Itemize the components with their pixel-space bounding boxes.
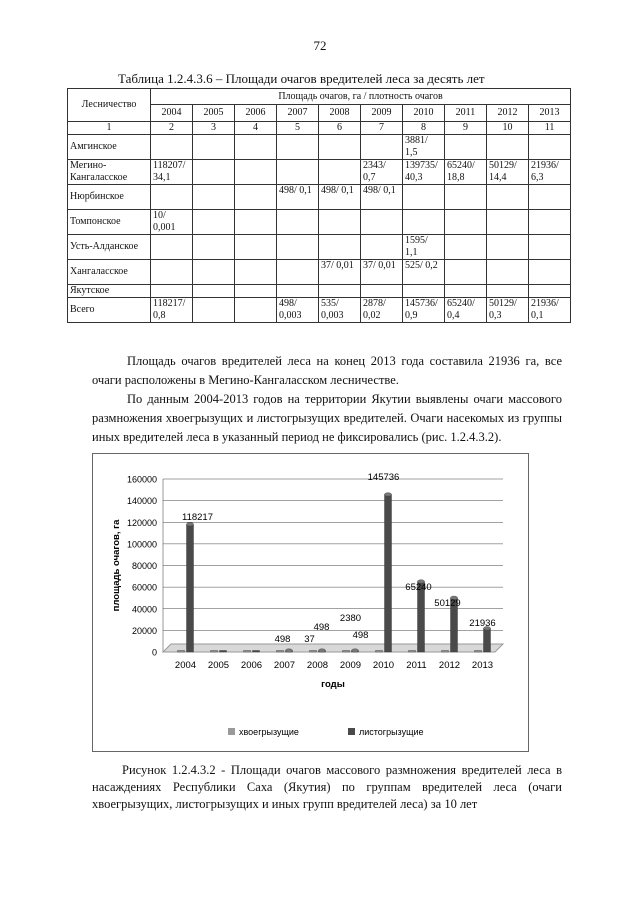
y-tick-label: 120000 xyxy=(126,517,157,528)
table-cell: 498/ 0,1 xyxy=(319,185,361,210)
data-label: 498 xyxy=(274,634,291,645)
table-cell: 21936/ 6,3 xyxy=(529,160,571,185)
table-cell xyxy=(445,235,487,260)
table-cell: 498/ 0,1 xyxy=(361,185,403,210)
table-cell xyxy=(529,210,571,235)
bar-top xyxy=(352,649,359,653)
table-cell xyxy=(529,185,571,210)
row-lesnichestvo: Нюрбинское xyxy=(68,185,151,210)
table-cell xyxy=(361,210,403,235)
table-cell: 535/ 0,003 xyxy=(319,298,361,323)
table-cell xyxy=(319,285,361,298)
table-cell: 37/ 0,01 xyxy=(361,260,403,285)
header-lesnichestvo: Лесничество xyxy=(68,89,151,122)
table-cell xyxy=(445,185,487,210)
table-cell: 65240/ 18,8 xyxy=(445,160,487,185)
table-cell xyxy=(487,285,529,298)
table-cell xyxy=(487,235,529,260)
table-cell xyxy=(151,260,193,285)
table-cell xyxy=(529,285,571,298)
table-cell xyxy=(445,260,487,285)
header-year: 2007 xyxy=(277,105,319,122)
table-cell: 50129/ 0,3 xyxy=(487,298,529,323)
table-cell xyxy=(403,185,445,210)
x-tick-label: 2008 xyxy=(306,660,329,671)
bar-khvoegryz xyxy=(442,651,449,653)
table-row xyxy=(68,135,571,160)
table-cell xyxy=(445,135,487,160)
y-tick-label: 100000 xyxy=(126,539,157,550)
x-tick-label: 2013 xyxy=(471,660,494,671)
column-number: 2 xyxy=(151,122,193,135)
table-cell xyxy=(193,235,235,260)
table-cell xyxy=(487,185,529,210)
x-tick-label: 2005 xyxy=(207,660,230,671)
data-label: 498 xyxy=(352,630,369,641)
table-row xyxy=(68,160,571,185)
x-tick-label: 2010 xyxy=(372,660,395,671)
x-tick-label: 2004 xyxy=(174,660,197,671)
row-lesnichestvo: Всего xyxy=(68,298,151,323)
table-cell: 3881/ 1,5 xyxy=(403,135,445,160)
bar-top xyxy=(385,493,392,497)
table-cell xyxy=(235,260,277,285)
table-cell xyxy=(151,185,193,210)
bar-khvoegryz xyxy=(211,651,218,653)
table-row xyxy=(68,285,571,298)
table-cell xyxy=(319,160,361,185)
table-cell xyxy=(319,135,361,160)
table-cell xyxy=(487,210,529,235)
table-cell xyxy=(529,260,571,285)
row-lesnichestvo: Мегино-Кангаласское xyxy=(68,160,151,185)
page-number: 72 xyxy=(313,38,327,53)
legend-label: листогрызущие xyxy=(359,727,424,737)
column-number: 9 xyxy=(445,122,487,135)
row-lesnichestvo: Якутское xyxy=(68,285,151,298)
bar-listogryz xyxy=(253,651,260,653)
table-cell xyxy=(193,185,235,210)
table-cell: 139735/ 40,3 xyxy=(403,160,445,185)
table-cell xyxy=(403,285,445,298)
y-tick-label: 160000 xyxy=(126,474,157,485)
data-label: 37 xyxy=(304,634,315,645)
legend-swatch xyxy=(228,728,235,735)
column-number: 4 xyxy=(235,122,277,135)
table-cell xyxy=(193,260,235,285)
column-number: 8 xyxy=(403,122,445,135)
header-year: 2011 xyxy=(445,105,487,122)
header-year: 2004 xyxy=(151,105,193,122)
header-year: 2013 xyxy=(529,105,571,122)
table-cell xyxy=(235,285,277,298)
data-label: 118217 xyxy=(182,512,213,523)
header-year: 2005 xyxy=(193,105,235,122)
table-cell xyxy=(235,185,277,210)
row-lesnichestvo: Амгинское xyxy=(68,135,151,160)
y-tick-label: 40000 xyxy=(131,604,157,615)
column-number: 5 xyxy=(277,122,319,135)
table-cell xyxy=(361,235,403,260)
row-lesnichestvo: Хангаласское xyxy=(68,260,151,285)
header-year: 2008 xyxy=(319,105,361,122)
bar-khvoegryz xyxy=(343,651,350,653)
table-row xyxy=(68,210,571,235)
table-cell: 1595/ 1,1 xyxy=(403,235,445,260)
column-number: 6 xyxy=(319,122,361,135)
table-cell xyxy=(151,235,193,260)
bar-listogryz xyxy=(187,524,194,652)
table-cell xyxy=(277,260,319,285)
data-label: 50129 xyxy=(434,598,461,609)
bar-khvoegryz xyxy=(244,651,251,653)
data-label: 65240 xyxy=(405,582,432,593)
x-axis-title: годы xyxy=(321,679,345,690)
table-cell: 50129/ 14,4 xyxy=(487,160,529,185)
table-cell xyxy=(529,235,571,260)
y-tick-label: 140000 xyxy=(126,496,157,507)
table-cell: 10/ 0,001 xyxy=(151,210,193,235)
column-number: 7 xyxy=(361,122,403,135)
y-axis-title: площадь очагов, га xyxy=(111,519,122,612)
bar-khvoegryz xyxy=(178,651,185,653)
table-cell: 118207/ 34,1 xyxy=(151,160,193,185)
header-year: 2006 xyxy=(235,105,277,122)
bar-khvoegryz xyxy=(277,651,284,653)
table-cell xyxy=(235,135,277,160)
data-label: 21936 xyxy=(469,618,496,629)
chart-frame xyxy=(92,453,529,752)
column-number: 1 xyxy=(68,122,151,135)
legend-swatch xyxy=(348,728,355,735)
table-cell: 498/ 0,003 xyxy=(277,298,319,323)
table-cell xyxy=(277,135,319,160)
table-cell xyxy=(403,210,445,235)
table-cell xyxy=(193,135,235,160)
paragraph-pests: По данным 2004-2013 годов на территории Якутии выявлены очаги массового размножения хвоегрызущих и листогрызущих вредителей. Очаги насекомых из группы иных вредителей леса в указанный период не фиксировались (рис. 1.2.4.3.2). xyxy=(92,392,562,444)
table-cell: 525/ 0,2 xyxy=(403,260,445,285)
bar-listogryz xyxy=(385,494,392,652)
table-cell: 118217/ 0,8 xyxy=(151,298,193,323)
column-number: 3 xyxy=(193,122,235,135)
table-cell xyxy=(487,135,529,160)
table-cell xyxy=(277,235,319,260)
table-cell: 65240/ 0,4 xyxy=(445,298,487,323)
bar-top xyxy=(319,649,326,653)
y-tick-label: 60000 xyxy=(131,582,157,593)
legend-label: хвоегрызущие xyxy=(239,727,299,737)
table-cell: 498/ 0,1 xyxy=(277,185,319,210)
table-cell xyxy=(193,160,235,185)
table-cell xyxy=(235,298,277,323)
pests-table xyxy=(67,88,571,323)
bar-khvoegryz xyxy=(376,651,383,653)
bar-khvoegryz xyxy=(475,651,482,653)
table-cell xyxy=(487,260,529,285)
y-tick-label: 80000 xyxy=(131,561,157,571)
bar-khvoegryz xyxy=(310,651,317,653)
table-cell xyxy=(361,285,403,298)
bar-khvoegryz xyxy=(409,651,416,653)
data-label: 145736 xyxy=(367,472,400,483)
table-cell: 37/ 0,01 xyxy=(319,260,361,285)
paragraph-summary: Площадь очагов вредителей леса на конец 2013 года составила 21936 га, все очаги расположены в Мегино-Кангаласском лесничестве. xyxy=(92,354,562,387)
column-number: 10 xyxy=(487,122,529,135)
table-cell xyxy=(319,235,361,260)
row-lesnichestvo: Усть-Алданское xyxy=(68,235,151,260)
table-cell: 2343/ 0,7 xyxy=(361,160,403,185)
table-cell xyxy=(193,298,235,323)
x-tick-label: 2007 xyxy=(273,660,296,671)
x-tick-label: 2006 xyxy=(240,660,263,671)
x-tick-label: 2011 xyxy=(406,660,427,671)
table-cell xyxy=(235,210,277,235)
table-cell xyxy=(235,235,277,260)
table-cell xyxy=(151,135,193,160)
table-cell xyxy=(361,135,403,160)
bar-top xyxy=(286,649,293,653)
x-tick-label: 2012 xyxy=(438,660,461,671)
column-number: 11 xyxy=(529,122,571,135)
table-cell xyxy=(193,210,235,235)
table-cell xyxy=(277,285,319,298)
figure-caption: Рисунок 1.2.4.3.2 - Площади очагов массового размножения вредителей леса в насаждениях Республики Саха (Якутия) по группам вредителей леса (очаги хвоегрызущих, листогрызущих и иных групп вредителей леса) за 10 лет xyxy=(92,763,562,811)
table-cell xyxy=(151,285,193,298)
table-cell xyxy=(529,135,571,160)
table-row xyxy=(68,298,571,323)
header-year: 2010 xyxy=(403,105,445,122)
table-cell xyxy=(319,210,361,235)
data-label: 2380 xyxy=(339,613,362,624)
table-row xyxy=(68,235,571,260)
table-cell xyxy=(277,160,319,185)
table-cell xyxy=(445,285,487,298)
row-lesnichestvo: Томпонское xyxy=(68,210,151,235)
table-cell xyxy=(193,285,235,298)
table-cell: 21936/ 0,1 xyxy=(529,298,571,323)
bar-chart xyxy=(93,454,528,751)
bar-listogryz xyxy=(220,651,227,653)
table-cell xyxy=(445,210,487,235)
y-tick-label: 20000 xyxy=(131,625,157,636)
header-year: 2009 xyxy=(361,105,403,122)
header-area-density: Площадь очагов, га / плотность очагов xyxy=(151,89,571,105)
table-row xyxy=(68,185,571,210)
y-tick-label: 0 xyxy=(151,647,157,658)
table-caption: Таблица 1.2.4.3.6 – Площади очагов вредителей леса за десять лет xyxy=(118,71,485,86)
table-row xyxy=(68,260,571,285)
x-tick-label: 2009 xyxy=(339,660,362,671)
header-year: 2012 xyxy=(487,105,529,122)
table-cell: 145736/ 0,9 xyxy=(403,298,445,323)
data-label: 498 xyxy=(313,622,330,633)
table-cell: 2878/ 0,02 xyxy=(361,298,403,323)
table-cell xyxy=(235,160,277,185)
bar-listogryz xyxy=(484,628,491,652)
table-cell xyxy=(277,210,319,235)
